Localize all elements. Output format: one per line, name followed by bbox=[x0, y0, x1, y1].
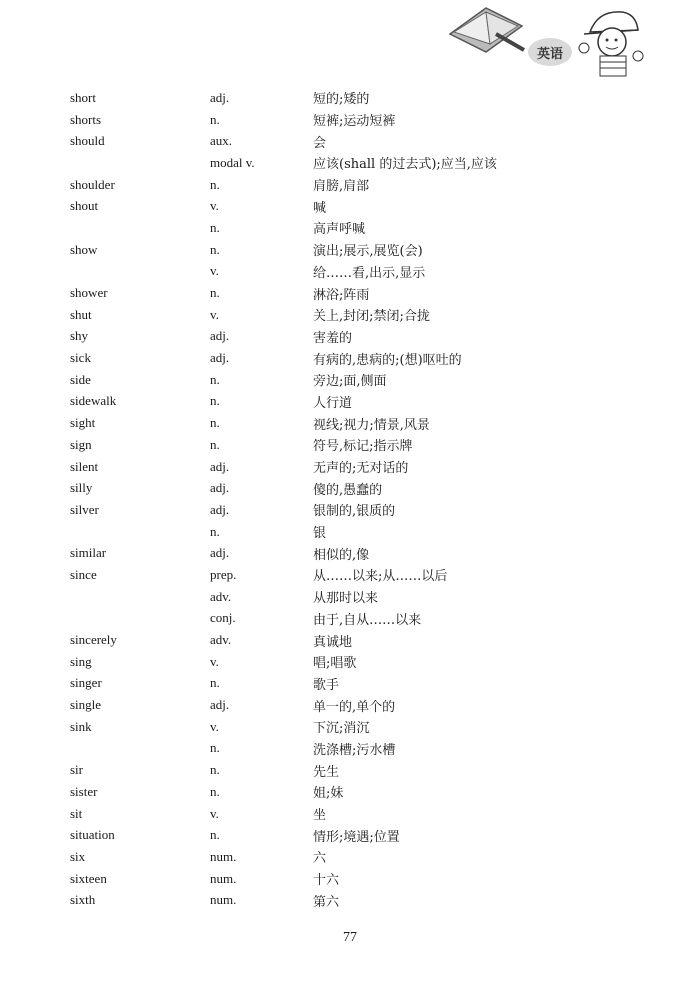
entry-definition: 单一的,单个的 bbox=[313, 699, 396, 715]
entry-definition: 会 bbox=[313, 135, 327, 151]
entry-definition: 坐 bbox=[313, 808, 327, 824]
entry-pos: v. bbox=[210, 263, 219, 279]
entry-pos: num. bbox=[210, 848, 237, 864]
entry-definition: 六 bbox=[313, 851, 327, 867]
list-item bbox=[70, 673, 630, 695]
list-item bbox=[70, 217, 630, 239]
entry-pos: adv. bbox=[210, 632, 232, 648]
entry-word: sir bbox=[70, 762, 83, 778]
list-item bbox=[70, 326, 630, 348]
list-item bbox=[70, 824, 630, 846]
entry-pos: v. bbox=[210, 805, 219, 821]
list-item bbox=[70, 868, 630, 890]
entry-definition: 唱;唱歌 bbox=[313, 656, 357, 672]
entry-pos: adj. bbox=[210, 328, 230, 344]
list-item bbox=[70, 152, 630, 174]
list-item bbox=[70, 608, 630, 630]
list-item bbox=[70, 499, 630, 521]
page-number: 77 bbox=[343, 930, 357, 945]
entry-pos: adj. bbox=[210, 697, 230, 713]
list-item bbox=[70, 781, 630, 803]
entry-definition: 十六 bbox=[313, 873, 340, 889]
entry-definition: 由于,自从……以来 bbox=[313, 612, 422, 628]
entry-pos: adj. bbox=[210, 350, 230, 366]
list-item bbox=[70, 889, 630, 911]
entry-word: sixteen bbox=[70, 870, 107, 886]
entry-pos: n. bbox=[210, 436, 220, 452]
list-item bbox=[70, 412, 630, 434]
entry-definition: 先生 bbox=[313, 764, 340, 780]
entry-word: silly bbox=[70, 480, 93, 496]
entry-word: sing bbox=[70, 653, 92, 669]
entry-word: should bbox=[70, 133, 105, 149]
entry-pos: adj. bbox=[210, 545, 230, 561]
list-item bbox=[70, 738, 630, 760]
entry-definition: 洗涤槽;污水槽 bbox=[313, 742, 396, 758]
list-item bbox=[70, 477, 630, 499]
entry-pos: n. bbox=[210, 762, 220, 778]
entry-definition: 银 bbox=[313, 526, 327, 542]
entry-definition: 银制的,银质的 bbox=[313, 504, 396, 520]
list-item bbox=[70, 391, 630, 413]
entry-pos: v. bbox=[210, 718, 219, 734]
entry-definition: 短裤;运动短裤 bbox=[313, 114, 396, 130]
entry-word: sincerely bbox=[70, 632, 117, 648]
list-item bbox=[70, 846, 630, 868]
entry-definition: 喊 bbox=[313, 200, 327, 216]
entry-definition: 演出;展示,展览(会) bbox=[313, 244, 423, 260]
book-icon bbox=[446, 4, 526, 54]
entry-word: sidewalk bbox=[70, 393, 117, 409]
entry-definition: 淋浴;阵雨 bbox=[313, 287, 370, 303]
list-item bbox=[70, 629, 630, 651]
list-item bbox=[70, 130, 630, 152]
entry-pos: n. bbox=[210, 783, 220, 799]
entry-pos: n. bbox=[210, 523, 220, 539]
entry-word: sight bbox=[70, 415, 96, 431]
entry-word: situation bbox=[70, 827, 115, 843]
entry-pos: n. bbox=[210, 176, 220, 192]
vocabulary-list bbox=[70, 87, 630, 911]
entry-definition: 傻的,愚蠢的 bbox=[313, 482, 383, 498]
entry-pos: v. bbox=[210, 198, 219, 214]
entry-definition: 给……看,出示,显示 bbox=[313, 265, 426, 281]
entry-pos: modal v. bbox=[210, 154, 255, 170]
list-item bbox=[70, 282, 630, 304]
subject-badge: 英语 bbox=[528, 38, 572, 66]
entry-pos: adj. bbox=[210, 480, 230, 496]
list-item bbox=[70, 803, 630, 825]
entry-pos: num. bbox=[210, 870, 237, 886]
entry-definition: 第六 bbox=[313, 894, 340, 910]
header-decoration bbox=[436, 0, 700, 80]
entry-pos: conj. bbox=[210, 610, 236, 626]
entry-definition: 害羞的 bbox=[313, 330, 353, 346]
entry-definition: 符号,标记;指示牌 bbox=[313, 439, 413, 455]
entry-word: similar bbox=[70, 545, 107, 561]
entry-definition: 从……以来;从……以后 bbox=[313, 569, 448, 585]
list-item bbox=[70, 521, 630, 543]
entry-pos: n. bbox=[210, 675, 220, 691]
list-item bbox=[70, 261, 630, 283]
entry-word: singer bbox=[70, 675, 102, 691]
entry-pos: adj. bbox=[210, 458, 230, 474]
entry-definition: 无声的;无对话的 bbox=[313, 461, 409, 477]
list-item bbox=[70, 87, 630, 109]
list-item bbox=[70, 174, 630, 196]
entry-word: shoulder bbox=[70, 176, 115, 192]
entry-word: silver bbox=[70, 501, 99, 517]
entry-word: shout bbox=[70, 198, 99, 214]
entry-pos: n. bbox=[210, 415, 220, 431]
entry-pos: n. bbox=[210, 371, 220, 387]
entry-definition: 短的;矮的 bbox=[313, 92, 370, 108]
entry-definition: 应该(shall 的过去式);应当,应该 bbox=[313, 157, 497, 173]
list-item bbox=[70, 651, 630, 673]
entry-word: shy bbox=[70, 328, 89, 344]
entry-word: side bbox=[70, 371, 91, 387]
entry-pos: v. bbox=[210, 306, 219, 322]
entry-pos: n. bbox=[210, 827, 220, 843]
entry-definition: 高声呼喊 bbox=[313, 222, 366, 238]
entry-word: show bbox=[70, 241, 98, 257]
entry-definition: 从那时以来 bbox=[313, 591, 379, 607]
list-item bbox=[70, 759, 630, 781]
cartoon-kid-icon bbox=[576, 4, 656, 79]
entry-word: single bbox=[70, 697, 102, 713]
entry-word: sister bbox=[70, 783, 98, 799]
entry-definition: 下沉;消沉 bbox=[313, 721, 370, 737]
entry-word: six bbox=[70, 848, 86, 864]
entry-pos: n. bbox=[210, 241, 220, 257]
entry-word: sink bbox=[70, 718, 92, 734]
list-item bbox=[70, 369, 630, 391]
entry-definition: 姐;妹 bbox=[313, 786, 344, 802]
entry-word: sign bbox=[70, 436, 92, 452]
list-item bbox=[70, 195, 630, 217]
entry-pos: n. bbox=[210, 393, 220, 409]
entry-definition: 相似的,像 bbox=[313, 547, 370, 563]
entry-word: sit bbox=[70, 805, 83, 821]
entry-word: shower bbox=[70, 285, 108, 301]
entry-pos: n. bbox=[210, 219, 220, 235]
entry-pos: adv. bbox=[210, 588, 232, 604]
list-item bbox=[70, 347, 630, 369]
entry-word: shorts bbox=[70, 111, 102, 127]
entry-word: shut bbox=[70, 306, 92, 322]
entry-pos: adj. bbox=[210, 501, 230, 517]
list-item bbox=[70, 542, 630, 564]
entry-pos: adj. bbox=[210, 89, 230, 105]
entry-definition: 肩膀,肩部 bbox=[313, 179, 370, 195]
list-item bbox=[70, 694, 630, 716]
list-item bbox=[70, 456, 630, 478]
list-item bbox=[70, 109, 630, 131]
entry-pos: n. bbox=[210, 740, 220, 756]
list-item bbox=[70, 239, 630, 261]
entry-pos: v. bbox=[210, 653, 219, 669]
list-item bbox=[70, 304, 630, 326]
entry-word: sick bbox=[70, 350, 91, 366]
entry-word: silent bbox=[70, 458, 99, 474]
list-item bbox=[70, 716, 630, 738]
entry-definition: 有病的,患病的;(想)呕吐的 bbox=[313, 352, 462, 368]
list-item bbox=[70, 586, 630, 608]
entry-pos: n. bbox=[210, 111, 220, 127]
entry-word: short bbox=[70, 89, 96, 105]
entry-definition: 情形;境遇;位置 bbox=[313, 829, 400, 845]
entry-word: sixth bbox=[70, 892, 96, 908]
entry-definition: 人行道 bbox=[313, 395, 353, 411]
entry-pos: prep. bbox=[210, 566, 237, 582]
list-item bbox=[70, 564, 630, 586]
entry-definition: 旁边;面,侧面 bbox=[313, 374, 387, 390]
entry-definition: 真诚地 bbox=[313, 634, 353, 650]
entry-definition: 关上,封闭;禁闭;合拢 bbox=[313, 309, 430, 325]
entry-pos: num. bbox=[210, 892, 237, 908]
list-item bbox=[70, 434, 630, 456]
entry-pos: n. bbox=[210, 285, 220, 301]
entry-pos: aux. bbox=[210, 133, 233, 149]
entry-definition: 视线;视力;情景,风景 bbox=[313, 417, 430, 433]
entry-definition: 歌手 bbox=[313, 677, 340, 693]
entry-word: since bbox=[70, 566, 97, 582]
